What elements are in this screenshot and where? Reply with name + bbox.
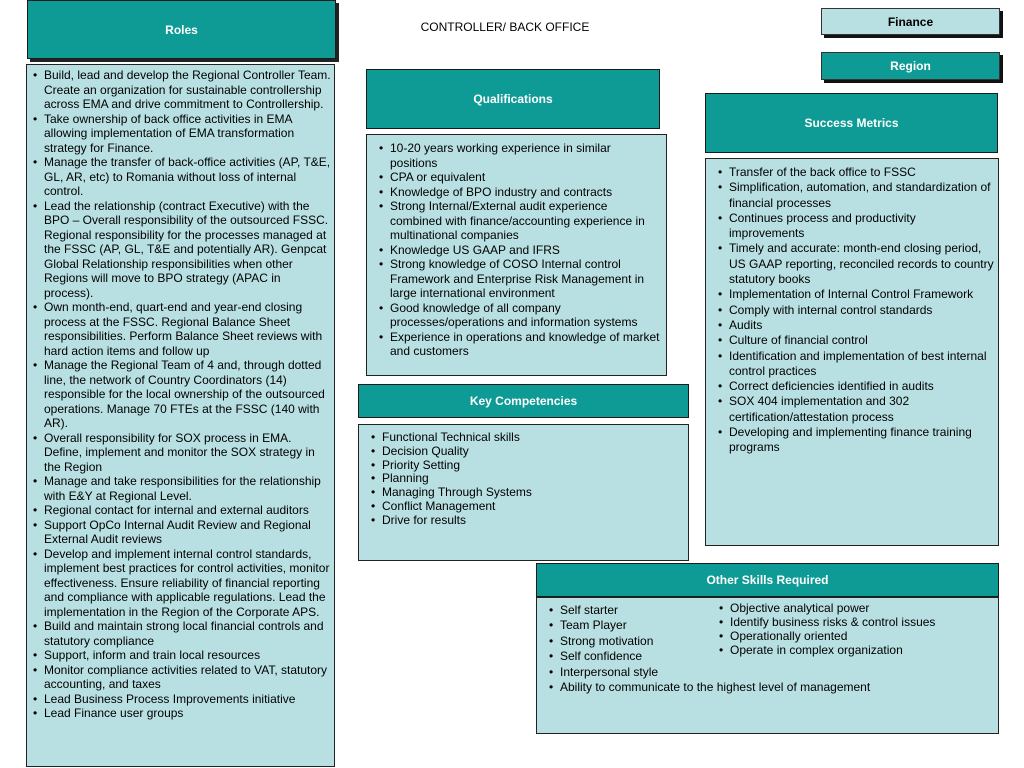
qualifications-title: Qualifications [473,92,553,106]
region-tag-label: Region [890,59,931,73]
list-item: • Build, lead and develop the Regional Controller Team. Create an organization for sustainable controllership across EMA and drive commitment to Controllership. [29,68,332,112]
list-item: • Knowledge US GAAP and IFRS [375,243,660,258]
other-skills-panel [536,597,999,734]
roles-header [27,0,336,59]
other-skills-header [536,563,999,597]
list-item: • Self starter [545,603,995,618]
success-metrics-panel [705,158,999,546]
list-item: • Ability to communicate to the highest level of management [545,680,995,695]
list-item: • CPA or equivalent [375,170,660,185]
list-item: • Priority Setting [367,459,682,473]
success-metrics-title: Success Metrics [804,116,899,130]
list-item: • Transfer of the back office to FSSC [714,165,994,180]
key-competencies-header [358,384,689,418]
list-item: • Developing and implementing finance training programs [714,425,994,456]
list-item: • Audits [714,318,994,333]
list-item: • Manage the Regional Team of 4 and, through dotted line, the network of Country Coordinators (14) responsible for the local ownership of the outsourced operations. Manage 70 FTEs at the FSSC (140 with AR). [29,358,332,431]
list-item: • Interpersonal style [545,665,995,680]
region-tag [821,52,1000,80]
roles-panel [26,64,335,767]
list-item: • Timely and accurate: month-end closing period, US GAAP reporting, reconciled records to country statutory books [714,241,994,287]
list-item: • Identify business risks & control issues [715,615,995,629]
list-item: • Planning [367,472,682,486]
list-item: • Continues process and productivity improvements [714,211,994,242]
list-item: • Strong Internal/External audit experience combined with finance/accounting experience in multinational companies [375,199,660,243]
list-item: • Own month-end, quart-end and year-end closing process at the FSSC. Regional Balance Sheet responsibilities. Perform Balance Sheet reviews with hard action items and follow up [29,300,332,358]
finance-tag-label: Finance [887,15,934,29]
list-item: • Team Player [545,618,995,633]
list-item: • Strong knowledge of COSO Internal control Framework and Enterprise Risk Management in large international environment [375,257,660,301]
list-item: • Simplification, automation, and standardization of financial processes [714,180,994,211]
list-item: • Comply with internal control standards [714,303,994,318]
key-competencies-title: Key Competencies [469,394,578,408]
list-item: • Overall responsibility for SOX process in EMA. Define, implement and monitor the SOX strategy in the Region [29,431,332,475]
list-item: • Good knowledge of all company processes/operations and information systems [375,301,660,330]
roles-title: Roles [165,22,198,37]
list-item: • Lead Finance user groups [29,706,332,721]
qualifications-header [366,69,660,129]
list-item: • 10-20 years working experience in similar positions [375,141,660,170]
finance-tag [821,8,1000,35]
list-item: • Build and maintain strong local financial controls and statutory compliance [29,619,332,648]
list-item: • Monitor compliance activities related to VAT, statutory accounting, and taxes [29,663,332,692]
list-item: • Self confidence [545,649,995,664]
list-item: • Manage and take responsibilities for the relationship with E&Y at Regional Level. [29,474,332,503]
qualifications-panel [366,134,667,376]
list-item: • Culture of financial control [714,333,994,348]
list-item: • Lead Business Process Improvements initiative [29,692,332,707]
list-item: • Implementation of Internal Control Framework [714,287,994,302]
list-item: • Support, inform and train local resources [29,648,332,663]
list-item: • Operate in complex organization [715,643,995,657]
list-item: • Objective analytical power [715,601,995,615]
list-item: • Conflict Management [367,500,682,514]
list-item: • Knowledge of BPO industry and contracts [375,185,660,200]
list-item: • Operationally oriented [715,629,995,643]
list-item: • SOX 404 implementation and 302 certification/attestation process [714,394,994,425]
other-skills-right-list [715,601,995,657]
list-item: • Managing Through Systems [367,486,682,500]
list-item: • Lead the relationship (contract Executive) with the BPO – Overall responsibility of the outsourced FSSC. Regional responsibility for the processes managed at the FSSC (AP, GL, T&E and potentially AR). Genpcat Global Relationship responsibilities when other Regions will move to BPO strategy (APAC in process). [29,199,332,301]
list-item: • Manage the transfer of back-office activities (AP, T&E, GL, AR, etc) to Romania without loss of internal control. [29,155,332,199]
list-item: • Drive for results [367,514,682,528]
list-item: • Decision Quality [367,445,682,459]
list-item: • Support OpCo Internal Audit Review and Regional External Audit reviews [29,518,332,547]
page-title: CONTROLLER/ BACK OFFICE [420,20,590,34]
list-item: • Identification and implementation of best internal control practices [714,349,994,380]
list-item: • Take ownership of back office activities in EMA allowing implementation of EMA transformation strategy for Finance. [29,112,332,156]
success-metrics-list [714,165,994,456]
list-item: • Develop and implement internal control standards, implement best practices for control activities, monitor effectiveness. Ensure reliability of financial reporting and compliance with applicable regulations. Lead the implementation in the Region of the Corporate APS. [29,547,332,620]
list-item: • Correct deficiencies identified in audits [714,379,994,394]
key-competencies-list [367,431,682,528]
qualifications-list [375,141,660,359]
list-item: • Strong motivation [545,634,995,649]
success-metrics-header [705,93,998,153]
key-competencies-panel [358,424,689,561]
roles-list [29,68,332,721]
other-skills-title: Other Skills Required [706,573,829,587]
list-item: • Regional contact for internal and external auditors [29,503,332,518]
list-item: • Functional Technical skills [367,431,682,445]
list-item: • Experience in operations and knowledge of market and customers [375,330,660,359]
